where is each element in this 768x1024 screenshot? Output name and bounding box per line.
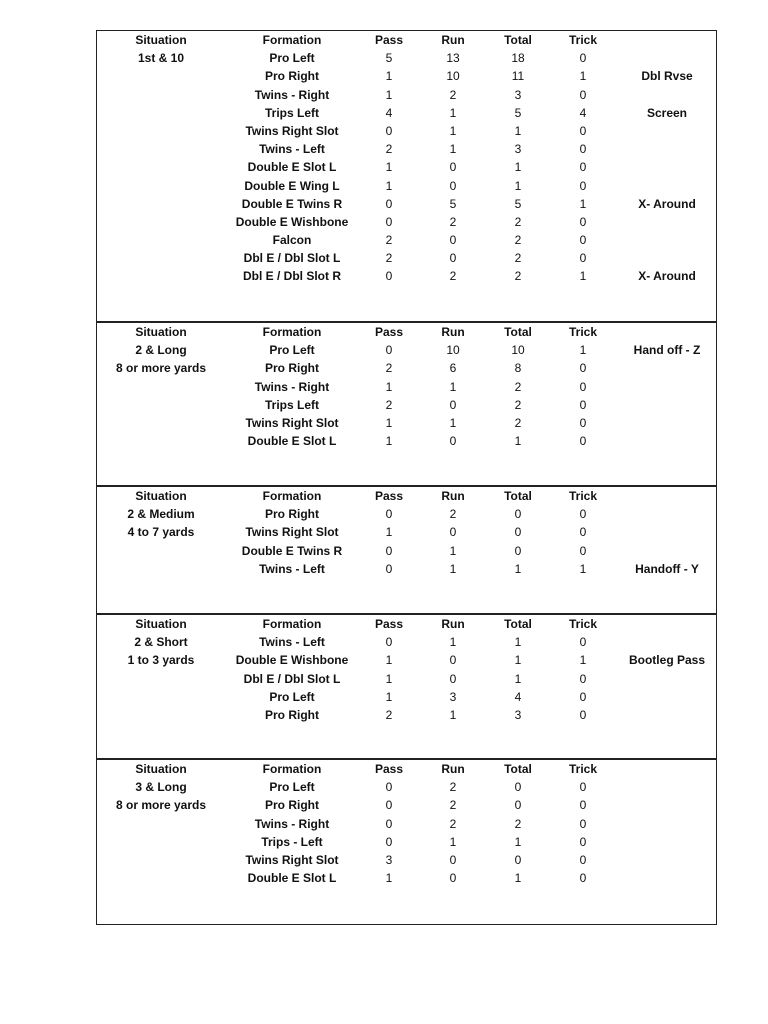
pass-cell: 0 — [385, 196, 393, 211]
table-row — [97, 523, 716, 541]
trick-cell: 0 — [579, 871, 587, 886]
table-row — [97, 542, 716, 560]
header-run: Run — [441, 617, 465, 631]
pass-cell: 1 — [385, 69, 393, 84]
situation-label: 2 & Long — [135, 343, 187, 358]
header-pass: Pass — [374, 325, 404, 339]
pass-cell: 2 — [385, 251, 393, 266]
table-row — [97, 359, 716, 377]
formation-cell: Twins Right Slot — [245, 415, 339, 430]
trick-cell: 0 — [579, 507, 587, 522]
situation-section — [97, 487, 716, 615]
total-cell: 2 — [514, 214, 522, 229]
total-cell: 2 — [514, 251, 522, 266]
pass-cell: 0 — [385, 123, 393, 138]
table-row — [97, 414, 716, 432]
run-cell: 3 — [449, 689, 457, 704]
run-cell: 10 — [446, 343, 460, 358]
formation-cell: Pro Left — [269, 689, 315, 704]
total-cell: 5 — [514, 105, 522, 120]
run-cell: 0 — [449, 251, 457, 266]
trick-cell: 1 — [579, 269, 587, 284]
run-cell: 2 — [449, 780, 457, 795]
total-cell: 2 — [514, 233, 522, 248]
total-cell: 8 — [514, 361, 522, 376]
header-pass: Pass — [374, 762, 404, 776]
formation-cell: Twins - Left — [259, 561, 325, 576]
total-cell: 2 — [514, 379, 522, 394]
situation-label: 1st & 10 — [137, 51, 185, 66]
pass-cell: 0 — [385, 269, 393, 284]
header-situation: Situation — [135, 617, 187, 631]
header-row — [97, 760, 716, 778]
total-cell: 2 — [514, 397, 522, 412]
formation-cell: Double E Wishbone — [235, 214, 349, 229]
trick-cell: 0 — [579, 379, 587, 394]
total-cell: 2 — [514, 816, 522, 831]
run-cell: 1 — [449, 415, 457, 430]
header-trick: Trick — [568, 617, 598, 631]
table-row — [97, 560, 716, 578]
trick-cell: 0 — [579, 671, 587, 686]
formation-cell: Twins Right Slot — [245, 123, 339, 138]
pass-cell: 1 — [385, 178, 393, 193]
table-row — [97, 706, 716, 724]
trick-cell: 0 — [579, 525, 587, 540]
pass-cell: 1 — [385, 525, 393, 540]
formation-cell: Double E Slot L — [247, 871, 337, 886]
header-run: Run — [441, 33, 465, 47]
run-cell: 2 — [449, 87, 457, 102]
pass-cell: 0 — [385, 635, 393, 650]
total-cell: 0 — [514, 852, 522, 867]
header-trick: Trick — [568, 762, 598, 776]
trick-note: Bootleg Pass — [628, 653, 706, 668]
total-cell: 11 — [511, 69, 525, 84]
header-situation: Situation — [135, 489, 187, 503]
pass-cell: 0 — [385, 507, 393, 522]
pass-cell: 1 — [385, 671, 393, 686]
formation-cell: Double E Wishbone — [235, 653, 349, 668]
situation-label: 8 or more yards — [115, 798, 207, 813]
trick-cell: 0 — [579, 397, 587, 412]
pass-cell: 4 — [385, 105, 393, 120]
table-row — [97, 140, 716, 158]
total-cell: 4 — [514, 689, 522, 704]
table-row — [97, 341, 716, 359]
trick-note: Handoff - Y — [635, 561, 699, 576]
total-cell: 0 — [514, 543, 522, 558]
situation-label: 3 & Long — [135, 780, 187, 795]
trick-cell: 0 — [579, 798, 587, 813]
formation-cell: Double E Slot L — [247, 160, 337, 175]
run-cell: 10 — [446, 69, 460, 84]
trick-cell: 0 — [579, 178, 587, 193]
formation-cell: Pro Right — [265, 798, 319, 813]
trick-cell: 0 — [579, 361, 587, 376]
header-row — [97, 487, 716, 505]
table-row — [97, 633, 716, 651]
run-cell: 1 — [449, 834, 457, 849]
total-cell: 5 — [514, 196, 522, 211]
pass-cell: 5 — [385, 51, 393, 66]
total-cell: 10 — [511, 343, 525, 358]
run-cell: 6 — [449, 361, 457, 376]
formation-cell: Pro Left — [269, 51, 315, 66]
trick-cell: 0 — [579, 123, 587, 138]
header-pass: Pass — [374, 617, 404, 631]
table-row — [97, 688, 716, 706]
header-pass: Pass — [374, 33, 404, 47]
pass-cell: 0 — [385, 816, 393, 831]
pass-cell: 1 — [385, 160, 393, 175]
formation-cell: Double E Slot L — [247, 434, 337, 449]
table-row — [97, 432, 716, 450]
pass-cell: 2 — [385, 233, 393, 248]
pass-cell: 0 — [385, 543, 393, 558]
run-cell: 2 — [449, 507, 457, 522]
trick-cell: 1 — [579, 69, 587, 84]
formation-cell: Double E Wing L — [244, 178, 340, 193]
header-total: Total — [504, 489, 532, 503]
header-row — [97, 615, 716, 633]
header-formation: Formation — [262, 762, 322, 776]
total-cell: 3 — [514, 707, 522, 722]
table-row — [97, 158, 716, 176]
trick-cell: 0 — [579, 780, 587, 795]
formation-cell: Dbl E / Dbl Slot R — [243, 269, 341, 284]
header-row — [97, 31, 716, 49]
total-cell: 1 — [514, 434, 522, 449]
header-trick: Trick — [568, 489, 598, 503]
situation-label: 1 to 3 yards — [127, 653, 195, 668]
table-row — [97, 378, 716, 396]
header-run: Run — [441, 489, 465, 503]
trick-cell: 4 — [579, 105, 587, 120]
formation-cell: Dbl E / Dbl Slot L — [243, 671, 341, 686]
pass-cell: 2 — [385, 397, 393, 412]
trick-cell: 0 — [579, 214, 587, 229]
formation-cell: Twins - Left — [259, 635, 325, 650]
table-row — [97, 104, 716, 122]
pass-cell: 2 — [385, 707, 393, 722]
header-total: Total — [504, 617, 532, 631]
pass-cell: 1 — [385, 87, 393, 102]
run-cell: 1 — [449, 561, 457, 576]
trick-note: X- Around — [638, 196, 696, 211]
total-cell: 1 — [514, 671, 522, 686]
header-formation: Formation — [262, 489, 322, 503]
table-row — [97, 670, 716, 688]
pass-cell: 1 — [385, 415, 393, 430]
total-cell: 1 — [514, 834, 522, 849]
table-row — [97, 796, 716, 814]
pass-cell: 0 — [385, 834, 393, 849]
trick-cell: 0 — [579, 707, 587, 722]
header-situation: Situation — [135, 33, 187, 47]
formation-cell: Twins - Right — [254, 816, 330, 831]
formation-cell: Twins - Right — [254, 87, 330, 102]
total-cell: 1 — [514, 871, 522, 886]
trick-cell: 0 — [579, 415, 587, 430]
trick-cell: 1 — [579, 561, 587, 576]
situation-label: 4 to 7 yards — [127, 525, 195, 540]
total-cell: 2 — [514, 415, 522, 430]
pass-cell: 0 — [385, 343, 393, 358]
total-cell: 1 — [514, 653, 522, 668]
trick-cell: 0 — [579, 51, 587, 66]
pass-cell: 0 — [385, 780, 393, 795]
run-cell: 5 — [449, 196, 457, 211]
run-cell: 1 — [449, 123, 457, 138]
run-cell: 2 — [449, 816, 457, 831]
table-row — [97, 67, 716, 85]
formation-cell: Trips Left — [264, 397, 320, 412]
table-row — [97, 505, 716, 523]
situation-label: 2 & Medium — [127, 507, 195, 522]
table-row — [97, 396, 716, 414]
trick-cell: 0 — [579, 635, 587, 650]
table-row — [97, 122, 716, 140]
formation-cell: Pro Right — [265, 707, 319, 722]
total-cell: 3 — [514, 87, 522, 102]
pass-cell: 0 — [385, 214, 393, 229]
total-cell: 2 — [514, 269, 522, 284]
pass-cell: 1 — [385, 653, 393, 668]
pass-cell: 0 — [385, 798, 393, 813]
situation-section — [97, 760, 716, 924]
run-cell: 0 — [449, 233, 457, 248]
formation-cell: Twins - Right — [254, 379, 330, 394]
formation-cell: Double E Twins R — [241, 196, 343, 211]
run-cell: 1 — [449, 379, 457, 394]
total-cell: 1 — [514, 178, 522, 193]
run-cell: 0 — [449, 434, 457, 449]
total-cell: 0 — [514, 780, 522, 795]
formation-cell: Double E Twins R — [241, 543, 343, 558]
run-cell: 1 — [449, 105, 457, 120]
run-cell: 2 — [449, 269, 457, 284]
table-row — [97, 815, 716, 833]
formation-cell: Twins - Left — [259, 142, 325, 157]
total-cell: 1 — [514, 123, 522, 138]
trick-cell: 0 — [579, 87, 587, 102]
pass-cell: 1 — [385, 871, 393, 886]
table-row — [97, 869, 716, 887]
pass-cell: 0 — [385, 561, 393, 576]
header-total: Total — [504, 325, 532, 339]
formation-cell: Pro Right — [265, 361, 319, 376]
table-row — [97, 851, 716, 869]
total-cell: 1 — [514, 561, 522, 576]
formation-cell: Trips Left — [264, 105, 320, 120]
total-cell: 1 — [514, 160, 522, 175]
run-cell: 1 — [449, 543, 457, 558]
header-formation: Formation — [262, 33, 322, 47]
situation-label: 2 & Short — [134, 635, 188, 650]
table-row — [97, 213, 716, 231]
trick-note: Dbl Rvse — [641, 69, 693, 84]
formation-cell: Twins Right Slot — [245, 525, 339, 540]
trick-note: Hand off - Z — [633, 343, 701, 358]
formation-cell: Twins Right Slot — [245, 852, 339, 867]
header-total: Total — [504, 33, 532, 47]
pass-cell: 3 — [385, 852, 393, 867]
header-trick: Trick — [568, 33, 598, 47]
total-cell: 1 — [514, 635, 522, 650]
total-cell: 0 — [514, 507, 522, 522]
situation-section — [97, 31, 716, 323]
run-cell: 0 — [449, 178, 457, 193]
run-cell: 0 — [449, 397, 457, 412]
pass-cell: 2 — [385, 361, 393, 376]
table-row — [97, 195, 716, 213]
trick-note: X- Around — [638, 269, 696, 284]
run-cell: 0 — [449, 525, 457, 540]
trick-cell: 0 — [579, 852, 587, 867]
formation-cell: Pro Right — [265, 69, 319, 84]
header-total: Total — [504, 762, 532, 776]
header-situation: Situation — [135, 325, 187, 339]
formation-cell: Trips - Left — [261, 834, 323, 849]
formation-cell: Falcon — [272, 233, 312, 248]
trick-cell: 0 — [579, 160, 587, 175]
total-cell: 3 — [514, 142, 522, 157]
run-cell: 0 — [449, 653, 457, 668]
table-row — [97, 778, 716, 796]
run-cell: 13 — [446, 51, 460, 66]
pass-cell: 2 — [385, 142, 393, 157]
header-run: Run — [441, 325, 465, 339]
trick-cell: 1 — [579, 343, 587, 358]
pass-cell: 1 — [385, 689, 393, 704]
total-cell: 0 — [514, 525, 522, 540]
trick-cell: 0 — [579, 834, 587, 849]
situation-section — [97, 615, 716, 760]
table-row — [97, 86, 716, 104]
header-formation: Formation — [262, 617, 322, 631]
trick-cell: 0 — [579, 689, 587, 704]
pass-cell: 1 — [385, 434, 393, 449]
header-row — [97, 323, 716, 341]
table-row — [97, 231, 716, 249]
formation-cell: Dbl E / Dbl Slot L — [243, 251, 341, 266]
header-run: Run — [441, 762, 465, 776]
header-trick: Trick — [568, 325, 598, 339]
formation-cell: Pro Right — [265, 507, 319, 522]
trick-cell: 0 — [579, 543, 587, 558]
trick-cell: 1 — [579, 653, 587, 668]
table-row — [97, 249, 716, 267]
total-cell: 0 — [514, 798, 522, 813]
table-row — [97, 651, 716, 669]
run-cell: 0 — [449, 871, 457, 886]
header-formation: Formation — [262, 325, 322, 339]
trick-cell: 0 — [579, 251, 587, 266]
run-cell: 0 — [449, 160, 457, 175]
situation-label: 8 or more yards — [115, 361, 207, 376]
table-row — [97, 833, 716, 851]
run-cell: 2 — [449, 214, 457, 229]
trick-cell: 0 — [579, 816, 587, 831]
formation-cell: Pro Left — [269, 780, 315, 795]
run-cell: 1 — [449, 142, 457, 157]
situation-section — [97, 323, 716, 487]
table-row — [97, 49, 716, 67]
run-cell: 1 — [449, 635, 457, 650]
total-cell: 18 — [511, 51, 525, 66]
run-cell: 2 — [449, 798, 457, 813]
run-cell: 1 — [449, 707, 457, 722]
trick-cell: 0 — [579, 233, 587, 248]
pass-cell: 1 — [385, 379, 393, 394]
trick-note: Screen — [646, 105, 688, 120]
run-cell: 0 — [449, 852, 457, 867]
trick-cell: 0 — [579, 434, 587, 449]
table-row — [97, 177, 716, 195]
formation-cell: Pro Left — [269, 343, 315, 358]
header-pass: Pass — [374, 489, 404, 503]
run-cell: 0 — [449, 671, 457, 686]
trick-cell: 1 — [579, 196, 587, 211]
trick-cell: 0 — [579, 142, 587, 157]
play-tendency-sheet — [96, 30, 717, 925]
header-situation: Situation — [135, 762, 187, 776]
table-row — [97, 267, 716, 285]
